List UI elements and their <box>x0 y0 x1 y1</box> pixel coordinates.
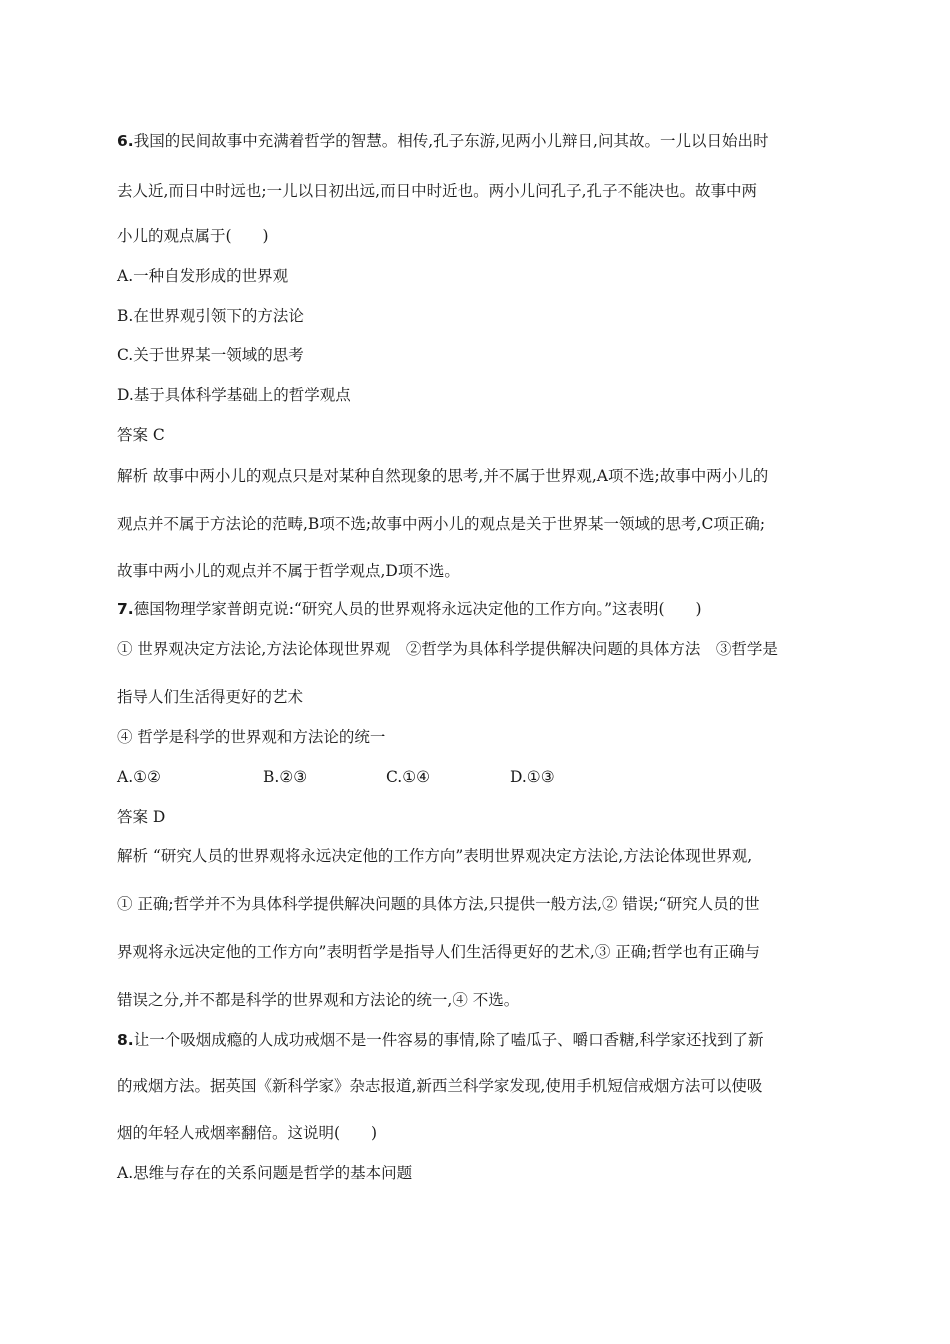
option-a: A.思维与存在的关系问题是哲学的基本问题 <box>117 1164 413 1182</box>
answer: 答案 D <box>117 808 166 826</box>
option-d: D.①③ <box>510 768 555 786</box>
option-d: D.基于具体科学基础上的哲学观点 <box>117 386 351 404</box>
analysis-line-3: 界观将永远决定他的工作方向”表明哲学是指导人们生活得更好的艺术,③ 正确;哲学也有正确与 <box>117 943 761 961</box>
option-c: C.关于世界某一领域的思考 <box>117 346 304 364</box>
statement-line-2: 指导人们生活得更好的艺术 <box>117 688 304 706</box>
statement-line-3: ④ 哲学是科学的世界观和方法论的统一 <box>117 728 386 746</box>
statement-line-1: ① 世界观决定方法论,方法论体现世界观 ②哲学为具体科学提供解决问题的具体方法 ③哲学是 <box>117 640 778 658</box>
analysis-line-4: 错误之分,并不都是科学的世界观和方法论的统一,④ 不选。 <box>117 991 520 1009</box>
analysis-line-1: 解析 “研究人员的世界观将永远决定他的工作方向”表明世界观决定方法论,方法论体现世界观, <box>117 847 753 865</box>
answer: 答案 C <box>117 426 165 444</box>
analysis-line-3: 故事中两小儿的观点并不属于哲学观点,D项不选。 <box>117 562 460 580</box>
question-text: 我国的民间故事中充满着哲学的智慧。相传,孔子东游,见两小儿辩日,问其故。一儿以日始出时 <box>133 132 769 150</box>
option-a: A.一种自发形成的世界观 <box>117 267 289 285</box>
question-text: 德国物理学家普朗克说:“研究人员的世界观将永远决定他的工作方向。”这表明( ) <box>133 600 702 618</box>
option-b: B.②③ <box>263 768 308 786</box>
question-number: 8. <box>117 1031 134 1049</box>
question-text: 让一个吸烟成瘾的人成功戒烟不是一件容易的事情,除了嗑瓜子、嚼口香糖,科学家还找到了新 <box>133 1031 764 1049</box>
option-b: B.在世界观引领下的方法论 <box>117 307 304 325</box>
option-a: A.①② <box>117 768 161 786</box>
analysis-line-2: 观点并不属于方法论的范畴,B项不选;故事中两小儿的观点是关于世界某一领域的思考,C项正确; <box>117 515 766 533</box>
question-number: 6. <box>117 132 134 150</box>
analysis-line-2: ① 正确;哲学并不为具体科学提供解决问题的具体方法,只提供一般方法,② 错误;“研究人员的世 <box>117 895 760 913</box>
question-number: 7. <box>117 600 134 618</box>
question-6-line-2: 去人近,而日中时远也;一儿以日初出远,而日中时近也。两小儿问孔子,孔子不能决也。故事中两 <box>117 182 758 200</box>
question-8-line-3: 烟的年轻人戒烟率翻倍。这说明( ) <box>117 1124 378 1142</box>
question-7-line-1 <box>117 599 702 619</box>
option-c: C.①④ <box>386 768 431 786</box>
question-6-line-1 <box>117 131 768 151</box>
analysis-line-1: 解析 故事中两小儿的观点只是对某种自然现象的思考,并不属于世界观,A项不选;故事中两小儿的 <box>117 467 769 485</box>
question-8-line-2: 的戒烟方法。据英国《新科学家》杂志报道,新西兰科学家发现,使用手机短信戒烟方法可以使吸 <box>117 1077 763 1095</box>
question-8-line-1 <box>117 1030 764 1050</box>
question-6-line-3: 小儿的观点属于( ) <box>117 227 269 245</box>
